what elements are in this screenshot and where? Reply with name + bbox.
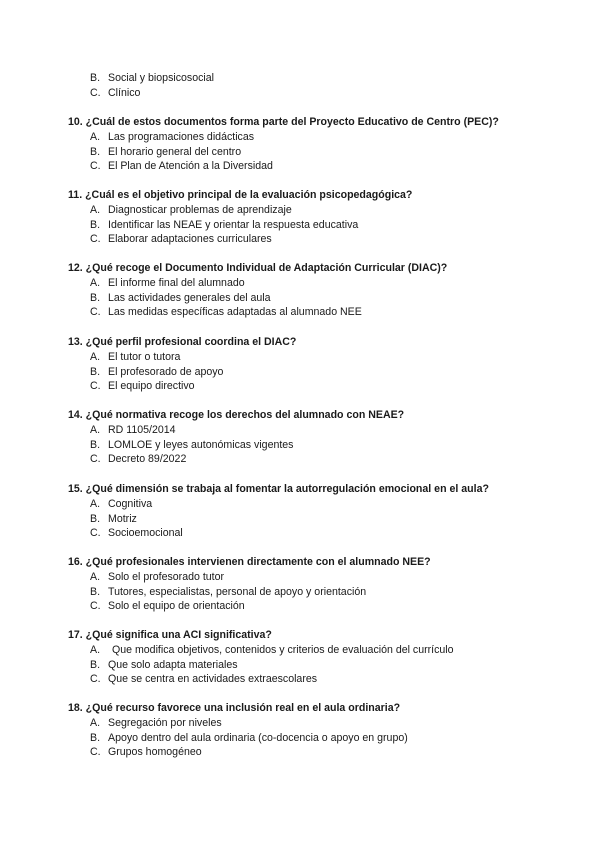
option-letter: C. [90, 86, 101, 99]
option-letter: A. [90, 571, 101, 583]
option-a [68, 276, 588, 291]
option-text: Solo el profesorado tutor [108, 571, 225, 583]
option-text: Cognitiva [108, 498, 153, 510]
option-text: Que se centra en actividades extraescolares [108, 673, 318, 686]
option-letter: A. [90, 644, 101, 656]
question-16 [68, 555, 588, 614]
option-text: Motriz [108, 512, 137, 525]
option-a [68, 350, 588, 365]
option-letter: C. [90, 600, 101, 613]
question-14 [68, 408, 588, 467]
question-11 [68, 188, 588, 247]
option-b [68, 291, 588, 306]
option-b [68, 512, 588, 527]
option-letter: B. [90, 72, 101, 84]
question-13 [68, 335, 588, 394]
question-title: 10. ¿Cuál de estos documentos forma parte del Proyecto Educativo de Centro (PEC)? [68, 116, 499, 128]
option-text: Las medidas específicas adaptadas al alumnado NEE [108, 306, 362, 319]
option-letter: A. [90, 717, 101, 729]
option-c [68, 452, 588, 467]
option-letter: C. [90, 453, 101, 466]
option-letter: A. [90, 277, 101, 289]
continued-options [90, 71, 214, 100]
option-text: Que modifica objetivos, contenidos y criterios de evaluación del currículo [112, 644, 454, 656]
question-18 [68, 701, 588, 760]
option-letter: C. [90, 527, 101, 540]
option-b [68, 438, 588, 453]
option-text: El Plan de Atención a la Diversidad [108, 160, 273, 173]
option-letter: C. [90, 233, 101, 246]
option-letter: B. [90, 585, 101, 598]
option-letter: B. [90, 218, 101, 231]
option-letter: A. [90, 131, 101, 143]
option-letter: B. [90, 291, 101, 304]
option-letter: C. [90, 160, 101, 173]
option-letter: C. [90, 380, 101, 393]
option-letter: A. [90, 204, 101, 216]
option-c [68, 672, 588, 687]
question-title: 12. ¿Qué recoge el Documento Individual de Adaptación Curricular (DIAC)? [68, 262, 448, 274]
option-b [90, 71, 214, 86]
option-letter: B. [90, 365, 101, 378]
option-text: Diagnosticar problemas de aprendizaje [108, 204, 292, 216]
option-text: El informe final del alumnado [108, 277, 245, 289]
option-text: Grupos homogéneo [108, 746, 202, 759]
option-letter: B. [90, 512, 101, 525]
option-text: Elaborar adaptaciones curriculares [108, 233, 272, 246]
question-title: 16. ¿Qué profesionales intervienen directamente con el alumnado NEE? [68, 556, 431, 568]
option-a [68, 497, 588, 512]
option-letter: C. [90, 746, 101, 759]
option-text: El horario general del centro [108, 145, 242, 158]
option-c [68, 305, 588, 320]
option-c [68, 599, 588, 614]
option-letter: B. [90, 145, 101, 158]
option-b [68, 145, 588, 160]
question-title: 13. ¿Qué perfil profesional coordina el DIAC? [68, 336, 297, 348]
option-letter: C. [90, 673, 101, 686]
option-text: Social y biopsicosocial [108, 72, 214, 84]
option-text: El profesorado de apoyo [108, 365, 224, 378]
option-c [68, 745, 588, 760]
option-text: RD 1105/2014 [108, 424, 176, 436]
question-title: 18. ¿Qué recurso favorece una inclusión real en el aula ordinaria? [68, 702, 401, 714]
option-b [68, 585, 588, 600]
option-text: Las actividades generales del aula [108, 291, 271, 304]
option-text: Decreto 89/2022 [108, 453, 187, 466]
option-text: Tutores, especialistas, personal de apoyo y orientación [108, 585, 367, 598]
question-10 [68, 115, 588, 174]
option-letter: A. [90, 351, 101, 363]
option-text: El tutor o tutora [108, 351, 181, 363]
option-a [68, 423, 588, 438]
option-text: Apoyo dentro del aula ordinaria (co-docencia o apoyo en grupo) [108, 731, 408, 744]
option-text: Solo el equipo de orientación [108, 600, 245, 613]
question-15 [68, 482, 588, 541]
option-letter: C. [90, 306, 101, 319]
question-title: 15. ¿Qué dimensión se trabaja al fomentar la autorregulación emocional en el aula? [68, 483, 489, 495]
option-letter: B. [90, 438, 101, 451]
option-text: Segregación por niveles [108, 717, 222, 729]
option-text: LOMLOE y leyes autonómicas vigentes [108, 438, 294, 451]
option-c [68, 159, 588, 174]
question-12 [68, 261, 588, 320]
option-text: Que solo adapta materiales [108, 658, 238, 671]
option-c [90, 86, 214, 101]
option-a [68, 570, 588, 585]
option-c [68, 379, 588, 394]
option-letter: A. [90, 498, 101, 510]
option-text: Clínico [108, 86, 141, 99]
question-17 [68, 628, 588, 687]
option-letter: A. [90, 424, 101, 436]
option-c [68, 232, 588, 247]
option-c [68, 526, 588, 541]
option-a [68, 130, 588, 145]
option-letter: B. [90, 658, 101, 671]
option-letter: B. [90, 731, 101, 744]
option-b [68, 365, 588, 380]
option-text: El equipo directivo [108, 380, 195, 393]
option-text: Socioemocional [108, 527, 183, 540]
question-title: 11. ¿Cuál es el objetivo principal de la evaluación psicopedagógica? [68, 189, 413, 201]
question-title: 14. ¿Qué normativa recoge los derechos del alumnado con NEAE? [68, 409, 405, 421]
option-text: Las programaciones didácticas [108, 131, 255, 143]
option-text: Identificar las NEAE y orientar la respuesta educativa [108, 218, 359, 231]
option-b [68, 218, 588, 233]
option-a [68, 203, 588, 218]
option-b [68, 731, 588, 746]
option-b [68, 658, 588, 673]
option-a [68, 643, 588, 658]
question-title: 17. ¿Qué significa una ACI significativa? [68, 629, 272, 641]
option-a [68, 716, 588, 731]
